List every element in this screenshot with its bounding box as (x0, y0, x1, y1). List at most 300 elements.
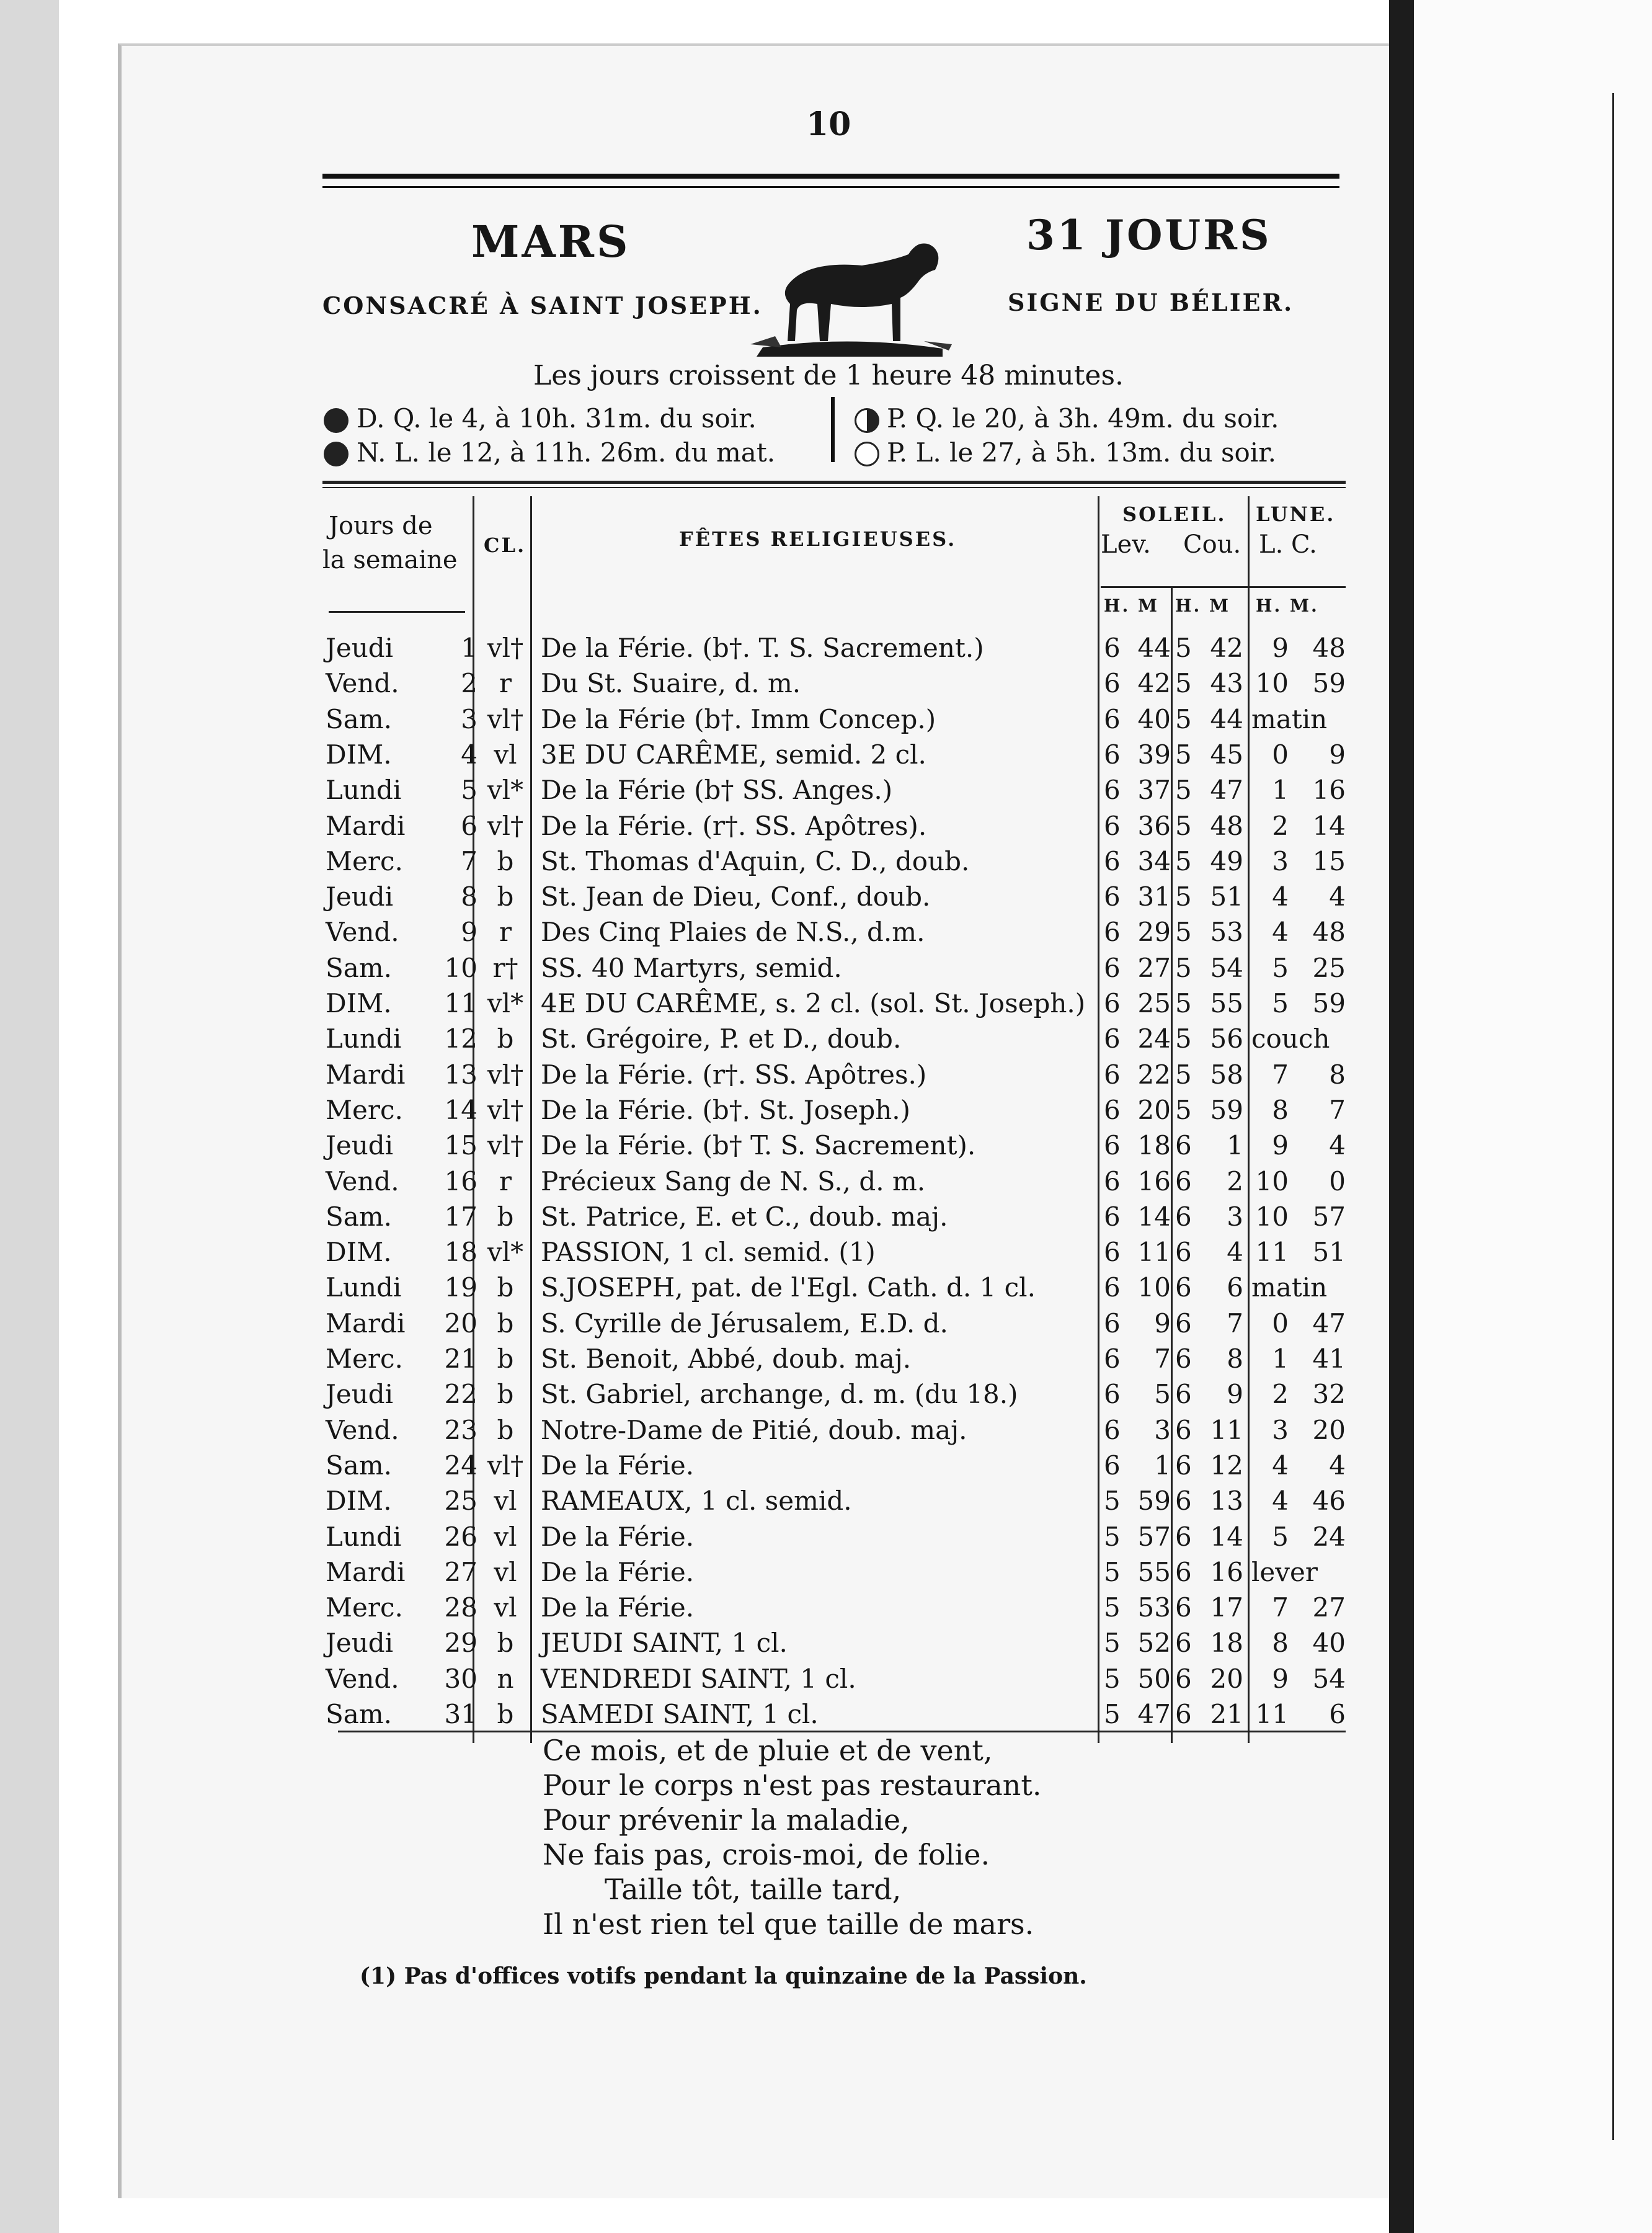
sunset-min: 18 (1210, 1628, 1243, 1659)
sunset-hour: 5 (1175, 952, 1192, 983)
sunrise-hour: 6 (1104, 1237, 1121, 1268)
header-rule-thin (322, 186, 1339, 188)
moon-hour: 4 (1272, 917, 1289, 948)
sunrise-hour: 6 (1104, 810, 1121, 841)
sunset-min: 14 (1210, 1521, 1243, 1552)
table-row (0, 953, 1652, 989)
table-row (0, 1379, 1652, 1415)
sunset-hour: 6 (1175, 1201, 1192, 1232)
header-rule-top (322, 174, 1339, 179)
row-feast: St. Benoit, Abbé, doub. maj. (541, 1344, 912, 1374)
table-row (0, 917, 1652, 953)
moon-hour: 7 (1272, 1592, 1289, 1623)
table-row (0, 1201, 1652, 1237)
header-lune: LUNE. (1256, 502, 1336, 526)
table-row (0, 1237, 1652, 1273)
row-feast: De la Férie (b† SS. Anges.) (541, 775, 893, 806)
sunset-hour: 5 (1175, 1023, 1192, 1054)
sunrise-min: 36 (1137, 810, 1171, 841)
sunset-hour: 6 (1175, 1699, 1192, 1729)
sunset-min: 58 (1210, 1059, 1243, 1090)
sunrise-hour: 6 (1104, 1272, 1121, 1303)
row-color: vl† (487, 633, 524, 663)
sunset-hour: 5 (1175, 668, 1192, 699)
sunset-min: 4 (1227, 1237, 1243, 1268)
moon-hour: 9 (1272, 1130, 1289, 1161)
row-feast: De la Férie. (b†. T. S. Sacrement.) (541, 633, 984, 663)
moon-hour: 9 (1272, 633, 1289, 663)
moon-hour: 4 (1272, 1450, 1289, 1481)
row-day: DIM. (326, 988, 392, 1018)
sunset-min: 49 (1210, 845, 1243, 876)
table-row (0, 739, 1652, 775)
row-date: 19 (444, 1272, 477, 1303)
row-date: 10 (444, 952, 477, 983)
poem-line: Ce mois, et de pluie et de vent, (543, 1734, 993, 1767)
header-lc: L. C. (1259, 530, 1317, 559)
row-color: vl† (487, 1094, 524, 1125)
row-day: Sam. (326, 952, 392, 983)
row-feast: RAMEAUX, 1 cl. semid. (541, 1486, 852, 1517)
sunset-min: 54 (1210, 952, 1243, 983)
row-feast: S.JOSEPH, pat. de l'Egl. Cath. d. 1 cl. (541, 1272, 1036, 1303)
row-color: vl (494, 739, 517, 770)
moon-hour: 3 (1272, 845, 1289, 876)
row-date: 15 (444, 1130, 477, 1161)
moon-min: 32 (1312, 1379, 1346, 1410)
moon-min: 41 (1312, 1344, 1346, 1374)
moon-hour: 9 (1272, 1663, 1289, 1694)
row-feast: PASSION, 1 cl. semid. (1) (541, 1237, 876, 1268)
row-date: 31 (444, 1699, 477, 1729)
row-day: Lundi (326, 775, 402, 806)
moon-hour: 10 (1255, 668, 1289, 699)
moon-min: 4 (1329, 1450, 1346, 1481)
sunrise-hour: 6 (1104, 633, 1121, 663)
sunrise-min: 1 (1154, 1450, 1171, 1481)
moon-min: 7 (1329, 1094, 1346, 1125)
sunset-hour: 6 (1175, 1166, 1192, 1197)
sunset-min: 55 (1210, 988, 1243, 1018)
moon-hour: 5 (1272, 1521, 1289, 1552)
row-day: Mardi (326, 1059, 406, 1090)
moon-min: 20 (1312, 1414, 1346, 1445)
sunset-hour: 5 (1175, 917, 1192, 948)
table-row (0, 1699, 1652, 1735)
row-color: vl† (487, 703, 524, 734)
row-day: Mardi (326, 1308, 406, 1339)
row-day: Mardi (326, 1556, 406, 1587)
header-hm-lune: H. M. (1256, 595, 1319, 616)
sunrise-hour: 5 (1104, 1486, 1121, 1517)
header-under-rule-day (329, 611, 465, 613)
row-color: vl† (487, 1130, 524, 1161)
moon-min: 9 (1329, 739, 1346, 770)
moon-hour: 10 (1255, 1201, 1289, 1232)
sunrise-min: 44 (1137, 633, 1171, 663)
row-feast: VENDREDI SAINT, 1 cl. (541, 1663, 856, 1694)
sunset-min: 8 (1227, 1344, 1243, 1374)
sunset-hour: 6 (1175, 1521, 1192, 1552)
sunrise-hour: 6 (1104, 739, 1121, 770)
sunset-hour: 5 (1175, 845, 1192, 876)
sunrise-min: 24 (1137, 1023, 1171, 1054)
row-feast: St. Jean de Dieu, Conf., doub. (541, 881, 931, 912)
sunrise-min: 31 (1137, 881, 1171, 912)
sunrise-hour: 6 (1104, 1379, 1121, 1410)
table-row (0, 1272, 1652, 1308)
moon-hour: 1 (1272, 1344, 1289, 1374)
row-day: Vend. (326, 1414, 399, 1445)
row-color: b (497, 1023, 514, 1054)
moon-min: 48 (1312, 917, 1346, 948)
row-color: vl (494, 1592, 517, 1623)
row-date: 23 (444, 1414, 477, 1445)
sunset-min: 12 (1210, 1450, 1243, 1481)
row-date: 14 (444, 1094, 477, 1125)
sunrise-hour: 5 (1104, 1699, 1121, 1729)
table-row (0, 1522, 1652, 1558)
row-day: Lundi (326, 1023, 402, 1054)
sunrise-min: 29 (1137, 917, 1171, 948)
moon-hour: 0 (1272, 739, 1289, 770)
row-date: 11 (444, 988, 477, 1018)
sunset-min: 13 (1210, 1486, 1243, 1517)
sunrise-min: 53 (1137, 1592, 1171, 1623)
row-feast: De la Férie. (541, 1521, 695, 1552)
row-feast: SAMEDI SAINT, 1 cl. (541, 1699, 819, 1729)
table-row (0, 1095, 1652, 1131)
moon-min: 4 (1329, 1130, 1346, 1161)
row-color: r (499, 917, 512, 948)
table-row (0, 775, 1652, 811)
table-row (0, 1664, 1652, 1700)
sunrise-min: 22 (1137, 1059, 1171, 1090)
sunrise-min: 14 (1137, 1201, 1171, 1232)
sunset-hour: 6 (1175, 1272, 1192, 1303)
row-date: 21 (444, 1344, 477, 1374)
row-date: 3 (461, 703, 477, 734)
table-row (0, 704, 1652, 740)
row-feast: De la Férie. (b† T. S. Sacrement). (541, 1130, 976, 1161)
sunrise-min: 47 (1137, 1699, 1171, 1729)
sunrise-min: 34 (1137, 845, 1171, 876)
row-date: 6 (461, 810, 477, 841)
moon-min: 0 (1329, 1166, 1346, 1197)
row-date: 26 (444, 1521, 477, 1552)
dedication: CONSACRÉ À SAINT JOSEPH. (322, 292, 763, 319)
row-color: vl (494, 1521, 517, 1552)
row-day: Jeudi (326, 1628, 394, 1659)
row-color: b (497, 1201, 514, 1232)
header-jours-2: la semaine (322, 546, 458, 574)
moon-min: 59 (1312, 668, 1346, 699)
moon-hour: 8 (1272, 1628, 1289, 1659)
sunset-min: 7 (1227, 1308, 1243, 1339)
row-date: 24 (444, 1450, 477, 1481)
new-moon-icon (324, 442, 349, 466)
poem-line: Ne fais pas, crois-moi, de folie. (543, 1838, 990, 1871)
moon-hour: 11 (1255, 1237, 1289, 1268)
row-color: vl* (487, 988, 524, 1018)
moon-min: 57 (1312, 1201, 1346, 1232)
sunset-hour: 5 (1175, 1059, 1192, 1090)
moon-min: 8 (1329, 1059, 1346, 1090)
row-feast: JEUDI SAINT, 1 cl. (541, 1628, 788, 1659)
row-date: 9 (461, 917, 477, 948)
row-feast: 4E DU CARÊME, s. 2 cl. (sol. St. Joseph.) (541, 988, 1086, 1018)
moon-min: 27 (1312, 1592, 1346, 1623)
sunset-min: 44 (1210, 703, 1243, 734)
row-day: Vend. (326, 1166, 399, 1197)
table-row (0, 1166, 1652, 1202)
moon-min: 47 (1312, 1308, 1346, 1339)
sunrise-hour: 6 (1104, 1023, 1121, 1054)
sunrise-hour: 6 (1104, 881, 1121, 912)
row-day: Vend. (326, 668, 399, 699)
moon-hour: 7 (1272, 1059, 1289, 1090)
sunset-hour: 6 (1175, 1556, 1192, 1587)
row-color: r† (492, 952, 518, 983)
row-color: vl† (487, 810, 524, 841)
row-day: Vend. (326, 917, 399, 948)
sunset-hour: 6 (1175, 1308, 1192, 1339)
sunset-min: 20 (1210, 1663, 1243, 1694)
header-under-rule-sun (1101, 586, 1346, 588)
moon-hour: 5 (1272, 952, 1289, 983)
sunrise-min: 27 (1137, 952, 1171, 983)
moon-hour: 3 (1272, 1414, 1289, 1445)
phase-separator (831, 397, 835, 462)
row-date: 18 (444, 1237, 477, 1268)
row-day: Sam. (326, 1699, 392, 1729)
moon-hour: 2 (1272, 810, 1289, 841)
row-color: vl* (487, 775, 524, 806)
moon-event: lever (1251, 1556, 1318, 1587)
phase-full-moon: P. L. le 27, à 5h. 13m. du soir. (887, 437, 1277, 468)
row-feast: De la Férie. (b†. St. Joseph.) (541, 1094, 910, 1125)
poem-line: Pour prévenir la maladie, (543, 1803, 910, 1837)
sunrise-hour: 6 (1104, 1414, 1121, 1445)
sunrise-min: 39 (1137, 739, 1171, 770)
sunrise-min: 40 (1137, 703, 1171, 734)
row-date: 29 (444, 1628, 477, 1659)
sunrise-hour: 5 (1104, 1592, 1121, 1623)
moon-min: 40 (1312, 1628, 1346, 1659)
header-cou: Cou. (1183, 530, 1241, 559)
moon-hour: 8 (1272, 1094, 1289, 1125)
sunset-min: 21 (1210, 1699, 1243, 1729)
sunset-min: 3 (1227, 1201, 1243, 1232)
table-row (0, 811, 1652, 847)
row-feast: 3E DU CARÊME, semid. 2 cl. (541, 739, 926, 770)
row-date: 1 (461, 633, 477, 663)
sunrise-min: 50 (1137, 1663, 1171, 1694)
table-row (0, 1059, 1652, 1095)
header-soleil: SOLEIL. (1122, 502, 1227, 526)
sunrise-min: 9 (1154, 1308, 1171, 1339)
row-day: Jeudi (326, 633, 394, 663)
sunset-hour: 5 (1175, 775, 1192, 806)
page-number: 10 (806, 105, 851, 143)
sunrise-hour: 6 (1104, 1059, 1121, 1090)
sunset-hour: 6 (1175, 1379, 1192, 1410)
sunset-hour: 5 (1175, 703, 1192, 734)
zodiac-sign: SIGNE DU BÉLIER. (1008, 288, 1294, 316)
moon-hour: 0 (1272, 1308, 1289, 1339)
row-date: 5 (461, 775, 477, 806)
sunset-min: 1 (1227, 1130, 1243, 1161)
row-feast: SS. 40 Martyrs, semid. (541, 952, 842, 983)
moon-event: couch (1251, 1023, 1330, 1054)
row-color: r (499, 1166, 512, 1197)
header-hm-lev: H. M (1104, 595, 1159, 616)
sunrise-hour: 6 (1104, 988, 1121, 1018)
sunset-hour: 6 (1175, 1486, 1192, 1517)
sunrise-hour: 6 (1104, 1130, 1121, 1161)
sunrise-hour: 5 (1104, 1521, 1121, 1552)
sunrise-hour: 6 (1104, 703, 1121, 734)
row-day: DIM. (326, 1237, 392, 1268)
moon-hour: 5 (1272, 988, 1289, 1018)
moon-hour: 2 (1272, 1379, 1289, 1410)
footnote: (1) Pas d'offices votifs pendant la quinzaine de la Passion. (360, 1963, 1087, 1989)
sunset-min: 11 (1210, 1414, 1243, 1445)
header-jours-1: Jours de (329, 512, 433, 540)
row-color: b (497, 1308, 514, 1339)
sunrise-hour: 6 (1104, 1094, 1121, 1125)
row-date: 16 (444, 1166, 477, 1197)
sunset-min: 6 (1227, 1272, 1243, 1303)
table-row (0, 633, 1652, 669)
full-moon-icon (855, 442, 879, 466)
moon-min: 4 (1329, 881, 1346, 912)
month-title: MARS (471, 216, 631, 267)
moon-min: 15 (1312, 845, 1346, 876)
sunset-hour: 6 (1175, 1663, 1192, 1694)
sunset-min: 48 (1210, 810, 1243, 841)
moon-min: 46 (1312, 1486, 1346, 1517)
row-day: Vend. (326, 1663, 399, 1694)
sunrise-min: 5 (1154, 1379, 1171, 1410)
moon-min: 6 (1329, 1699, 1346, 1729)
row-feast: St. Gabriel, archange, d. m. (du 18.) (541, 1379, 1018, 1410)
moon-hour: 4 (1272, 881, 1289, 912)
sunset-hour: 5 (1175, 988, 1192, 1018)
table-row (0, 1130, 1652, 1166)
poem-line: Pour le corps n'est pas restaurant. (543, 1768, 1042, 1802)
sunrise-min: 52 (1137, 1628, 1171, 1659)
row-day: Lundi (326, 1521, 402, 1552)
sunrise-hour: 6 (1104, 917, 1121, 948)
table-row (0, 1023, 1652, 1059)
table-row (0, 988, 1652, 1024)
header-fetes: FÊTES RELIGIEUSES. (679, 527, 957, 551)
row-color: vl (494, 1556, 517, 1587)
phase-last-quarter: D. Q. le 4, à 10h. 31m. du soir. (357, 403, 757, 434)
poem-line: Taille tôt, taille tard, (605, 1873, 902, 1906)
sunrise-hour: 6 (1104, 845, 1121, 876)
row-day: Merc. (326, 1592, 403, 1623)
moon-min: 59 (1312, 988, 1346, 1018)
sunset-hour: 5 (1175, 633, 1192, 663)
table-row (0, 1450, 1652, 1486)
sunrise-min: 25 (1137, 988, 1171, 1018)
row-date: 28 (444, 1592, 477, 1623)
row-color: b (497, 845, 514, 876)
moon-event: matin (1251, 703, 1328, 734)
moon-hour: 1 (1272, 775, 1289, 806)
header-cl: CL. (484, 533, 526, 557)
row-date: 12 (444, 1023, 477, 1054)
row-feast: De la Férie. (r†. SS. Apôtres.) (541, 1059, 927, 1090)
sunrise-min: 59 (1137, 1486, 1171, 1517)
row-date: 13 (444, 1059, 477, 1090)
row-color: b (497, 1272, 514, 1303)
row-feast: St. Grégoire, P. et D., doub. (541, 1023, 902, 1054)
sunset-hour: 6 (1175, 1592, 1192, 1623)
sunrise-hour: 5 (1104, 1628, 1121, 1659)
row-feast: De la Férie. (541, 1450, 695, 1481)
last-quarter-moon-icon (324, 408, 349, 433)
ram-engraving (738, 217, 961, 360)
row-day: Merc. (326, 1344, 403, 1374)
row-color: b (497, 1628, 514, 1659)
table-row (0, 881, 1652, 917)
table-row (0, 1344, 1652, 1379)
row-date: 22 (444, 1379, 477, 1410)
header-hm-cou: H. M (1175, 595, 1230, 616)
table-top-rule-thin (322, 487, 1346, 488)
moon-hour: 4 (1272, 1486, 1289, 1517)
row-feast: Des Cinq Plaies de N.S., d.m. (541, 917, 925, 948)
row-feast: De la Férie. (r†. SS. Apôtres). (541, 810, 927, 841)
sunrise-min: 7 (1154, 1344, 1171, 1374)
sunset-min: 59 (1210, 1094, 1243, 1125)
row-date: 7 (461, 845, 477, 876)
sunrise-min: 37 (1137, 775, 1171, 806)
table-row (0, 1415, 1652, 1451)
row-color: b (497, 881, 514, 912)
moon-min: 51 (1312, 1237, 1346, 1268)
sunset-hour: 5 (1175, 810, 1192, 841)
sunset-hour: 6 (1175, 1450, 1192, 1481)
moon-min: 48 (1312, 633, 1346, 663)
moon-min: 14 (1312, 810, 1346, 841)
row-feast: Précieux Sang de N. S., d. m. (541, 1166, 926, 1197)
row-day: DIM. (326, 1486, 392, 1517)
row-color: r (499, 668, 512, 699)
moon-min: 16 (1312, 775, 1346, 806)
row-color: b (497, 1414, 514, 1445)
row-color: vl (494, 1486, 517, 1517)
table-row (0, 1308, 1652, 1344)
sunrise-hour: 6 (1104, 1166, 1121, 1197)
table-bottom-rule (338, 1731, 1346, 1732)
row-color: b (497, 1344, 514, 1374)
sunset-hour: 5 (1175, 739, 1192, 770)
sunset-min: 17 (1210, 1592, 1243, 1623)
moon-min: 25 (1312, 952, 1346, 983)
row-color: b (497, 1379, 514, 1410)
moon-hour: 10 (1255, 1166, 1289, 1197)
sunrise-min: 55 (1137, 1556, 1171, 1587)
sunrise-min: 3 (1154, 1414, 1171, 1445)
row-feast: Du St. Suaire, d. m. (541, 668, 801, 699)
row-day: Jeudi (326, 1130, 394, 1161)
row-day: Merc. (326, 845, 403, 876)
table-row (0, 1486, 1652, 1522)
